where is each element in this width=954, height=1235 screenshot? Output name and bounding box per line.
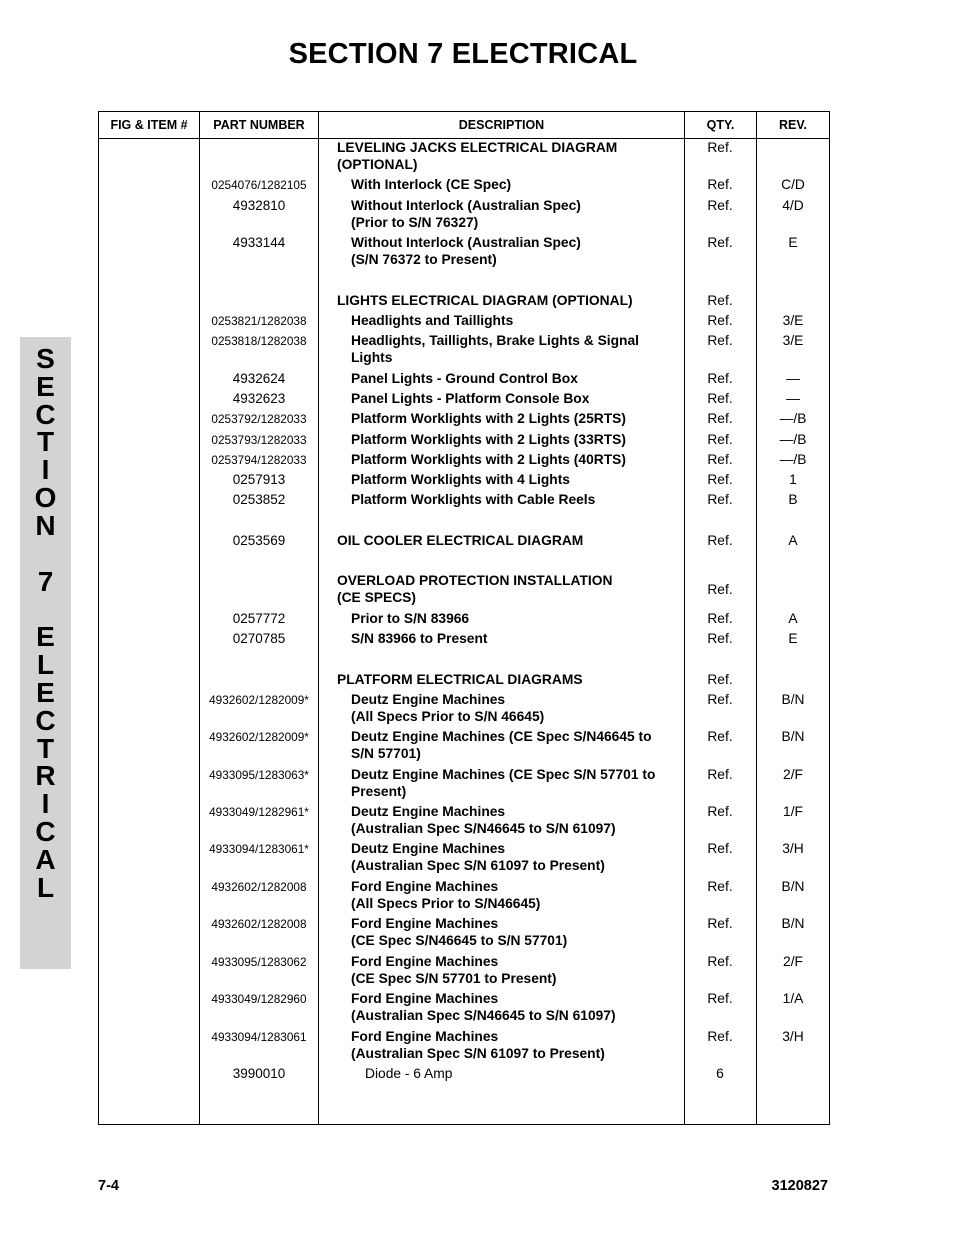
description-cell (337, 139, 667, 174)
description-line: (Prior to S/N 76327) (351, 215, 479, 231)
side-tab-letter: C (35, 704, 56, 736)
qty-cell: 6 (716, 1066, 724, 1081)
description-cell (351, 728, 681, 763)
part-number-cell: 4932602/1282008 (211, 917, 307, 931)
description-line: LIGHTS ELECTRICAL DIAGRAM (OPTIONAL) (337, 293, 633, 308)
qty-cell: Ref. (707, 729, 733, 744)
part-number-cell: 0257913 (232, 472, 286, 487)
description-cell (351, 953, 681, 988)
side-tab-letter: T (36, 732, 55, 764)
side-tab-letter: S (36, 343, 55, 374)
qty-cell: Ref. (707, 371, 733, 386)
part-number-cell: 4932602/1282009* (209, 730, 309, 744)
description-line: Platform Worklights with 2 Lights (40RTS) (351, 452, 626, 467)
description-line: Platform Worklights with 4 Lights (351, 472, 570, 487)
rev-cell: 3/H (782, 1029, 804, 1044)
description-cell (337, 292, 667, 309)
description-line: Ford Engine Machines (351, 954, 499, 969)
side-tab-letter: R (35, 760, 56, 792)
qty-cell: Ref. (707, 177, 733, 192)
rev-cell: E (788, 235, 798, 250)
description-line: Headlights and Taillights (351, 313, 514, 328)
description-cell (337, 572, 667, 607)
rev-cell: A (788, 533, 798, 548)
description-line: Deutz Engine Machines (CE Spec S/N46645 to (351, 729, 652, 744)
rev-cell: B/N (781, 916, 805, 931)
document-number: 3120827 (771, 1178, 828, 1194)
description-cell (351, 691, 681, 726)
rev-cell: —/B (779, 452, 807, 467)
description-line: Prior to S/N 83966 (351, 611, 470, 626)
description-line: (CE Spec S/N46645 to S/N 57701) (351, 933, 568, 949)
qty-cell: Ref. (707, 841, 733, 856)
description-cell (351, 390, 681, 407)
side-tab-letter: T (36, 426, 55, 458)
description-line: (CE SPECS) (337, 590, 416, 606)
header-fig-item: FIG & ITEM # (110, 118, 188, 132)
description-cell (351, 766, 681, 801)
rev-cell: 4/D (782, 198, 804, 213)
qty-cell: Ref. (707, 611, 733, 626)
description-line: Panel Lights - Platform Console Box (351, 391, 590, 406)
description-line: Ford Engine Machines (351, 991, 499, 1006)
rev-cell: 3/E (782, 333, 804, 348)
side-tab-letter: E (36, 621, 55, 653)
side-tab-letter: E (36, 676, 55, 708)
description-line: S/N 57701) (351, 746, 421, 762)
description-cell (351, 491, 681, 508)
description-line: Without Interlock (Australian Spec) (351, 198, 581, 213)
part-number-cell: 0253818/1282038 (211, 334, 307, 348)
part-number-cell: 4933095/1283062 (211, 955, 307, 969)
rev-cell: —/B (779, 411, 807, 426)
qty-cell: Ref. (707, 391, 733, 406)
qty-cell: Ref. (707, 879, 733, 894)
part-number-cell: 0253569 (232, 533, 286, 548)
part-number-cell: 4933095/1283063* (209, 768, 309, 782)
rev-cell: 1/F (783, 804, 803, 819)
part-number-cell: 0253793/1282033 (211, 433, 307, 447)
side-tab-letters (20, 345, 71, 901)
qty-cell: Ref. (707, 533, 733, 548)
side-tab-letter: C (35, 815, 56, 847)
part-number-cell: 0254076/1282105 (211, 178, 307, 192)
part-number-cell: 4932602/1282009* (209, 693, 309, 707)
side-tab-letter: L (36, 871, 55, 903)
description-line: Present) (351, 784, 407, 800)
rev-cell: C/D (781, 177, 805, 192)
qty-cell: Ref. (707, 991, 733, 1006)
part-number-cell: 0253852 (232, 492, 286, 507)
side-tab-letter: A (35, 843, 56, 875)
description-cell (351, 234, 681, 269)
description-cell (351, 1028, 681, 1063)
part-number-cell: 0253821/1282038 (211, 314, 307, 328)
qty-cell: Ref. (707, 692, 733, 707)
side-tab-letter: N (35, 509, 56, 541)
rev-cell: E (788, 631, 798, 646)
rev-cell: B/N (781, 692, 805, 707)
description-cell (351, 370, 681, 387)
section-side-tab (20, 337, 71, 969)
qty-cell: Ref. (707, 1029, 733, 1044)
page-title: SECTION 7 ELECTRICAL (288, 38, 638, 70)
description-line: Ford Engine Machines (351, 1029, 499, 1044)
parts-table (98, 111, 830, 1125)
side-tab-letter: L (36, 649, 55, 681)
qty-cell: Ref. (707, 235, 733, 250)
description-line: (OPTIONAL) (337, 157, 418, 173)
qty-cell: Ref. (707, 631, 733, 646)
description-cell (351, 630, 681, 647)
qty-cell: Ref. (707, 582, 733, 597)
part-number-cell: 0253794/1282033 (211, 453, 307, 467)
description-cell (365, 1065, 695, 1082)
description-cell (351, 840, 681, 875)
side-tab-letter: C (35, 398, 56, 430)
description-line: (All Specs Prior to S/N46645) (351, 896, 541, 912)
description-line: With Interlock (CE Spec) (351, 177, 512, 192)
qty-cell: Ref. (707, 492, 733, 507)
header-qty: QTY. (706, 118, 735, 132)
rev-cell: 1/A (782, 991, 804, 1006)
description-line: (Australian Spec S/N46645 to S/N 61097) (351, 821, 616, 837)
description-line: (Australian Spec S/N46645 to S/N 61097) (351, 1008, 616, 1024)
description-line: Diode - 6 Amp (365, 1066, 453, 1081)
header-part-number: PART NUMBER (213, 118, 305, 132)
description-line: Platform Worklights with 2 Lights (25RTS) (351, 411, 626, 426)
description-line: Ford Engine Machines (351, 916, 499, 931)
part-number-cell: 0253792/1282033 (211, 412, 307, 426)
description-line: S/N 83966 to Present (351, 631, 488, 646)
part-number-cell: 0257772 (232, 611, 286, 626)
rev-cell: —/B (779, 432, 807, 447)
rev-cell: B/N (781, 729, 805, 744)
qty-cell: Ref. (707, 432, 733, 447)
description-cell (351, 332, 681, 367)
description-line: Headlights, Taillights, Brake Lights & Signal (351, 333, 639, 348)
description-cell (351, 878, 681, 913)
rev-cell: 3/H (782, 841, 804, 856)
rev-cell: 2/F (783, 767, 803, 782)
description-cell (351, 176, 681, 193)
rev-cell: B/N (781, 879, 805, 894)
qty-cell: Ref. (707, 293, 733, 308)
description-cell (351, 610, 681, 627)
page-number: 7-4 (98, 1178, 119, 1194)
rev-cell: B (788, 492, 798, 507)
description-cell (351, 197, 681, 232)
description-line: Deutz Engine Machines (351, 692, 506, 707)
description-line: (Australian Spec S/N 61097 to Present) (351, 1046, 605, 1062)
description-line: Platform Worklights with Cable Reels (351, 492, 596, 507)
description-line: PLATFORM ELECTRICAL DIAGRAMS (337, 672, 583, 687)
description-line: OIL COOLER ELECTRICAL DIAGRAM (337, 533, 584, 548)
qty-cell: Ref. (707, 411, 733, 426)
qty-cell: Ref. (707, 767, 733, 782)
description-cell (351, 431, 681, 448)
part-number-cell: 4933049/1282961* (209, 805, 309, 819)
description-line: Without Interlock (Australian Spec) (351, 235, 581, 250)
description-line: (All Specs Prior to S/N 46645) (351, 709, 545, 725)
side-tab-letter: I (41, 788, 50, 820)
part-number-cell: 4933094/1283061* (209, 842, 309, 856)
qty-cell: Ref. (707, 954, 733, 969)
description-cell (351, 312, 681, 329)
description-line: Deutz Engine Machines (351, 804, 506, 819)
description-line: Ford Engine Machines (351, 879, 499, 894)
part-number-cell: 4933049/1282960 (211, 992, 307, 1006)
qty-cell: Ref. (707, 198, 733, 213)
rev-cell: 1 (789, 472, 797, 487)
header-rev: REV. (778, 118, 808, 132)
header-description: DESCRIPTION (458, 118, 545, 132)
part-number-cell: 0270785 (232, 631, 286, 646)
qty-cell: Ref. (707, 140, 733, 155)
rev-cell: — (786, 391, 800, 406)
side-tab-letter: E (36, 370, 55, 402)
column-divider (318, 112, 319, 1124)
qty-cell: Ref. (707, 333, 733, 348)
description-line: (CE Spec S/N 57701 to Present) (351, 971, 557, 987)
rev-cell: 3/E (782, 313, 804, 328)
description-line: (S/N 76372 to Present) (351, 252, 497, 268)
description-cell (337, 532, 667, 549)
qty-cell: Ref. (707, 472, 733, 487)
part-number-cell: 4932602/1282008 (211, 880, 307, 894)
description-line: (Australian Spec S/N 61097 to Present) (351, 858, 605, 874)
rev-cell: — (786, 371, 800, 386)
description-line: OVERLOAD PROTECTION INSTALLATION (337, 573, 613, 588)
description-cell (351, 410, 681, 427)
rev-cell: A (788, 611, 798, 626)
qty-cell: Ref. (707, 672, 733, 687)
description-cell (351, 803, 681, 838)
description-cell (337, 671, 667, 688)
description-line: Lights (351, 350, 393, 366)
qty-cell: Ref. (707, 916, 733, 931)
part-number-cell: 3990010 (232, 1066, 286, 1081)
qty-cell: Ref. (707, 804, 733, 819)
description-line: Panel Lights - Ground Control Box (351, 371, 578, 386)
description-cell (351, 471, 681, 488)
description-cell (351, 990, 681, 1025)
side-tab-letter: O (34, 481, 57, 513)
part-number-cell: 4933094/1283061 (211, 1030, 307, 1044)
part-number-cell: 4932623 (232, 391, 286, 406)
side-tab-letter: 7 (37, 565, 54, 597)
description-line: LEVELING JACKS ELECTRICAL DIAGRAM (337, 140, 618, 155)
description-cell (351, 915, 681, 950)
part-number-cell: 4932624 (232, 371, 286, 386)
qty-cell: Ref. (707, 452, 733, 467)
part-number-cell: 4933144 (232, 235, 286, 250)
description-line: Deutz Engine Machines (CE Spec S/N 57701 to (351, 767, 656, 782)
description-line: Deutz Engine Machines (351, 841, 506, 856)
description-cell (351, 451, 681, 468)
part-number-cell: 4932810 (232, 198, 286, 213)
side-tab-letter: I (41, 454, 50, 486)
rev-cell: 2/F (783, 954, 803, 969)
description-line: Platform Worklights with 2 Lights (33RTS) (351, 432, 626, 447)
qty-cell: Ref. (707, 313, 733, 328)
